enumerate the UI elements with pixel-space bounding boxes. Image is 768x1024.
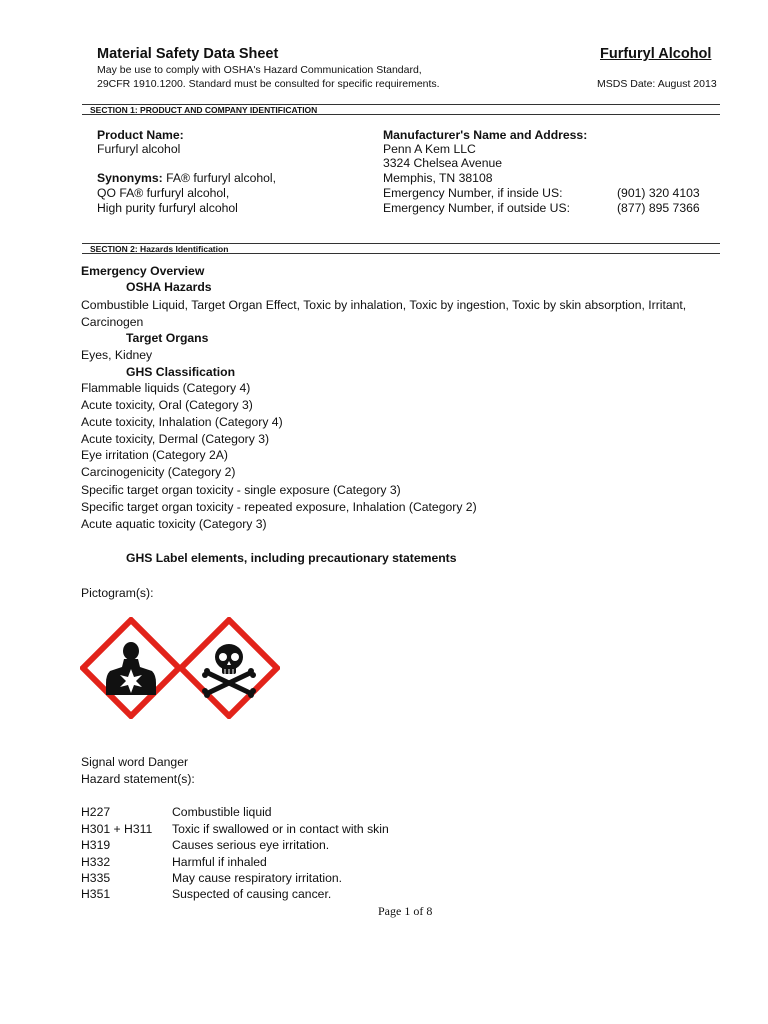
ghs-class-item: Acute toxicity, Dermal (Category 3) — [81, 432, 270, 446]
compliance-line-1: May be use to comply with OSHA's Hazard Communication Standard, — [97, 64, 422, 76]
target-organs-heading: Target Organs — [126, 331, 209, 345]
hazard-code: H351 — [81, 887, 111, 901]
ghs-class-item: Acute toxicity, Oral (Category 3) — [81, 398, 253, 412]
product-name-value: Furfuryl alcohol — [97, 142, 181, 156]
address-line-2: Memphis, TN 38108 — [383, 171, 493, 185]
hazard-text: Harmful if inhaled — [172, 855, 267, 869]
emergency-inside-number: (901) 320 4103 — [617, 186, 700, 200]
ghs-class-item: Carcinogenicity (Category 2) — [81, 465, 236, 479]
osha-hazards-heading: OSHA Hazards — [126, 280, 212, 294]
document-title: Material Safety Data Sheet — [97, 46, 279, 62]
address-line-1: 3324 Chelsea Avenue — [383, 156, 503, 170]
hazard-code: H335 — [81, 871, 111, 885]
hazard-text: Toxic if swallowed or in contact with skin — [172, 822, 389, 836]
health-hazard-icon — [80, 617, 182, 719]
manufacturer-name: Penn A Kem LLC — [383, 142, 476, 156]
section-2-heading: SECTION 2: Hazards Identification — [82, 243, 720, 254]
ghs-classification-heading: GHS Classification — [126, 365, 236, 379]
ghs-class-item: Acute aquatic toxicity (Category 3) — [81, 517, 267, 531]
hazard-code: H319 — [81, 838, 111, 852]
ghs-class-item: Specific target organ toxicity - single exposure (Category 3) — [81, 483, 401, 497]
hazard-text: May cause respiratory irritation. — [172, 871, 343, 885]
compliance-line-2: 29CFR 1910.1200. Standard must be consulted for specific requirements. — [97, 78, 440, 90]
ghs-class-item: Acute toxicity, Inhalation (Category 4) — [81, 415, 283, 429]
target-organs-value: Eyes, Kidney — [81, 348, 153, 362]
product-title: Furfuryl Alcohol — [600, 46, 712, 62]
page-number: Page 1 of 8 — [378, 904, 433, 918]
osha-hazards-line-1: Combustible Liquid, Target Organ Effect, Toxic by inhalation, Toxic by ingestion, Toxic by skin absorption, Irritant, — [81, 298, 687, 312]
emergency-overview-heading: Emergency Overview — [81, 264, 205, 278]
osha-hazards-line-2: Carcinogen — [81, 315, 144, 329]
pictograms-label: Pictogram(s): — [81, 586, 154, 600]
synonyms-label: Synonyms: — [97, 171, 163, 185]
synonym-2: QO FA® furfuryl alcohol, — [97, 186, 230, 200]
ghs-class-item: Specific target organ toxicity - repeated exposure, Inhalation (Category 2) — [81, 500, 477, 514]
hazard-code: H332 — [81, 855, 111, 869]
synonym-3: High purity furfuryl alcohol — [97, 201, 238, 215]
manufacturer-label: Manufacturer's Name and Address: — [383, 128, 588, 142]
hazard-code: H227 — [81, 805, 111, 819]
ghs-class-item: Flammable liquids (Category 4) — [81, 381, 251, 395]
skull-crossbones-icon — [178, 617, 280, 719]
section-1-heading: SECTION 1: PRODUCT AND COMPANY IDENTIFICATION — [82, 104, 720, 115]
hazard-statements-label: Hazard statement(s): — [81, 772, 195, 786]
msds-date: MSDS Date: August 2013 — [597, 78, 717, 90]
hazard-text: Combustible liquid — [172, 805, 272, 819]
emergency-outside-number: (877) 895 7366 — [617, 201, 700, 215]
synonym-1: FA® furfuryl alcohol, — [166, 171, 277, 185]
emergency-outside-label: Emergency Number, if outside US: — [383, 201, 570, 215]
label-elements-heading: GHS Label elements, including precautionary statements — [126, 551, 457, 565]
hazard-code: H301 + H311 — [81, 822, 153, 836]
hazard-text: Causes serious eye irritation. — [172, 838, 330, 852]
product-name-label: Product Name: — [97, 128, 184, 142]
emergency-inside-label: Emergency Number, if inside US: — [383, 186, 563, 200]
ghs-class-item: Eye irritation (Category 2A) — [81, 448, 228, 462]
hazard-text: Suspected of causing cancer. — [172, 887, 332, 901]
signal-word: Signal word Danger — [81, 755, 189, 769]
